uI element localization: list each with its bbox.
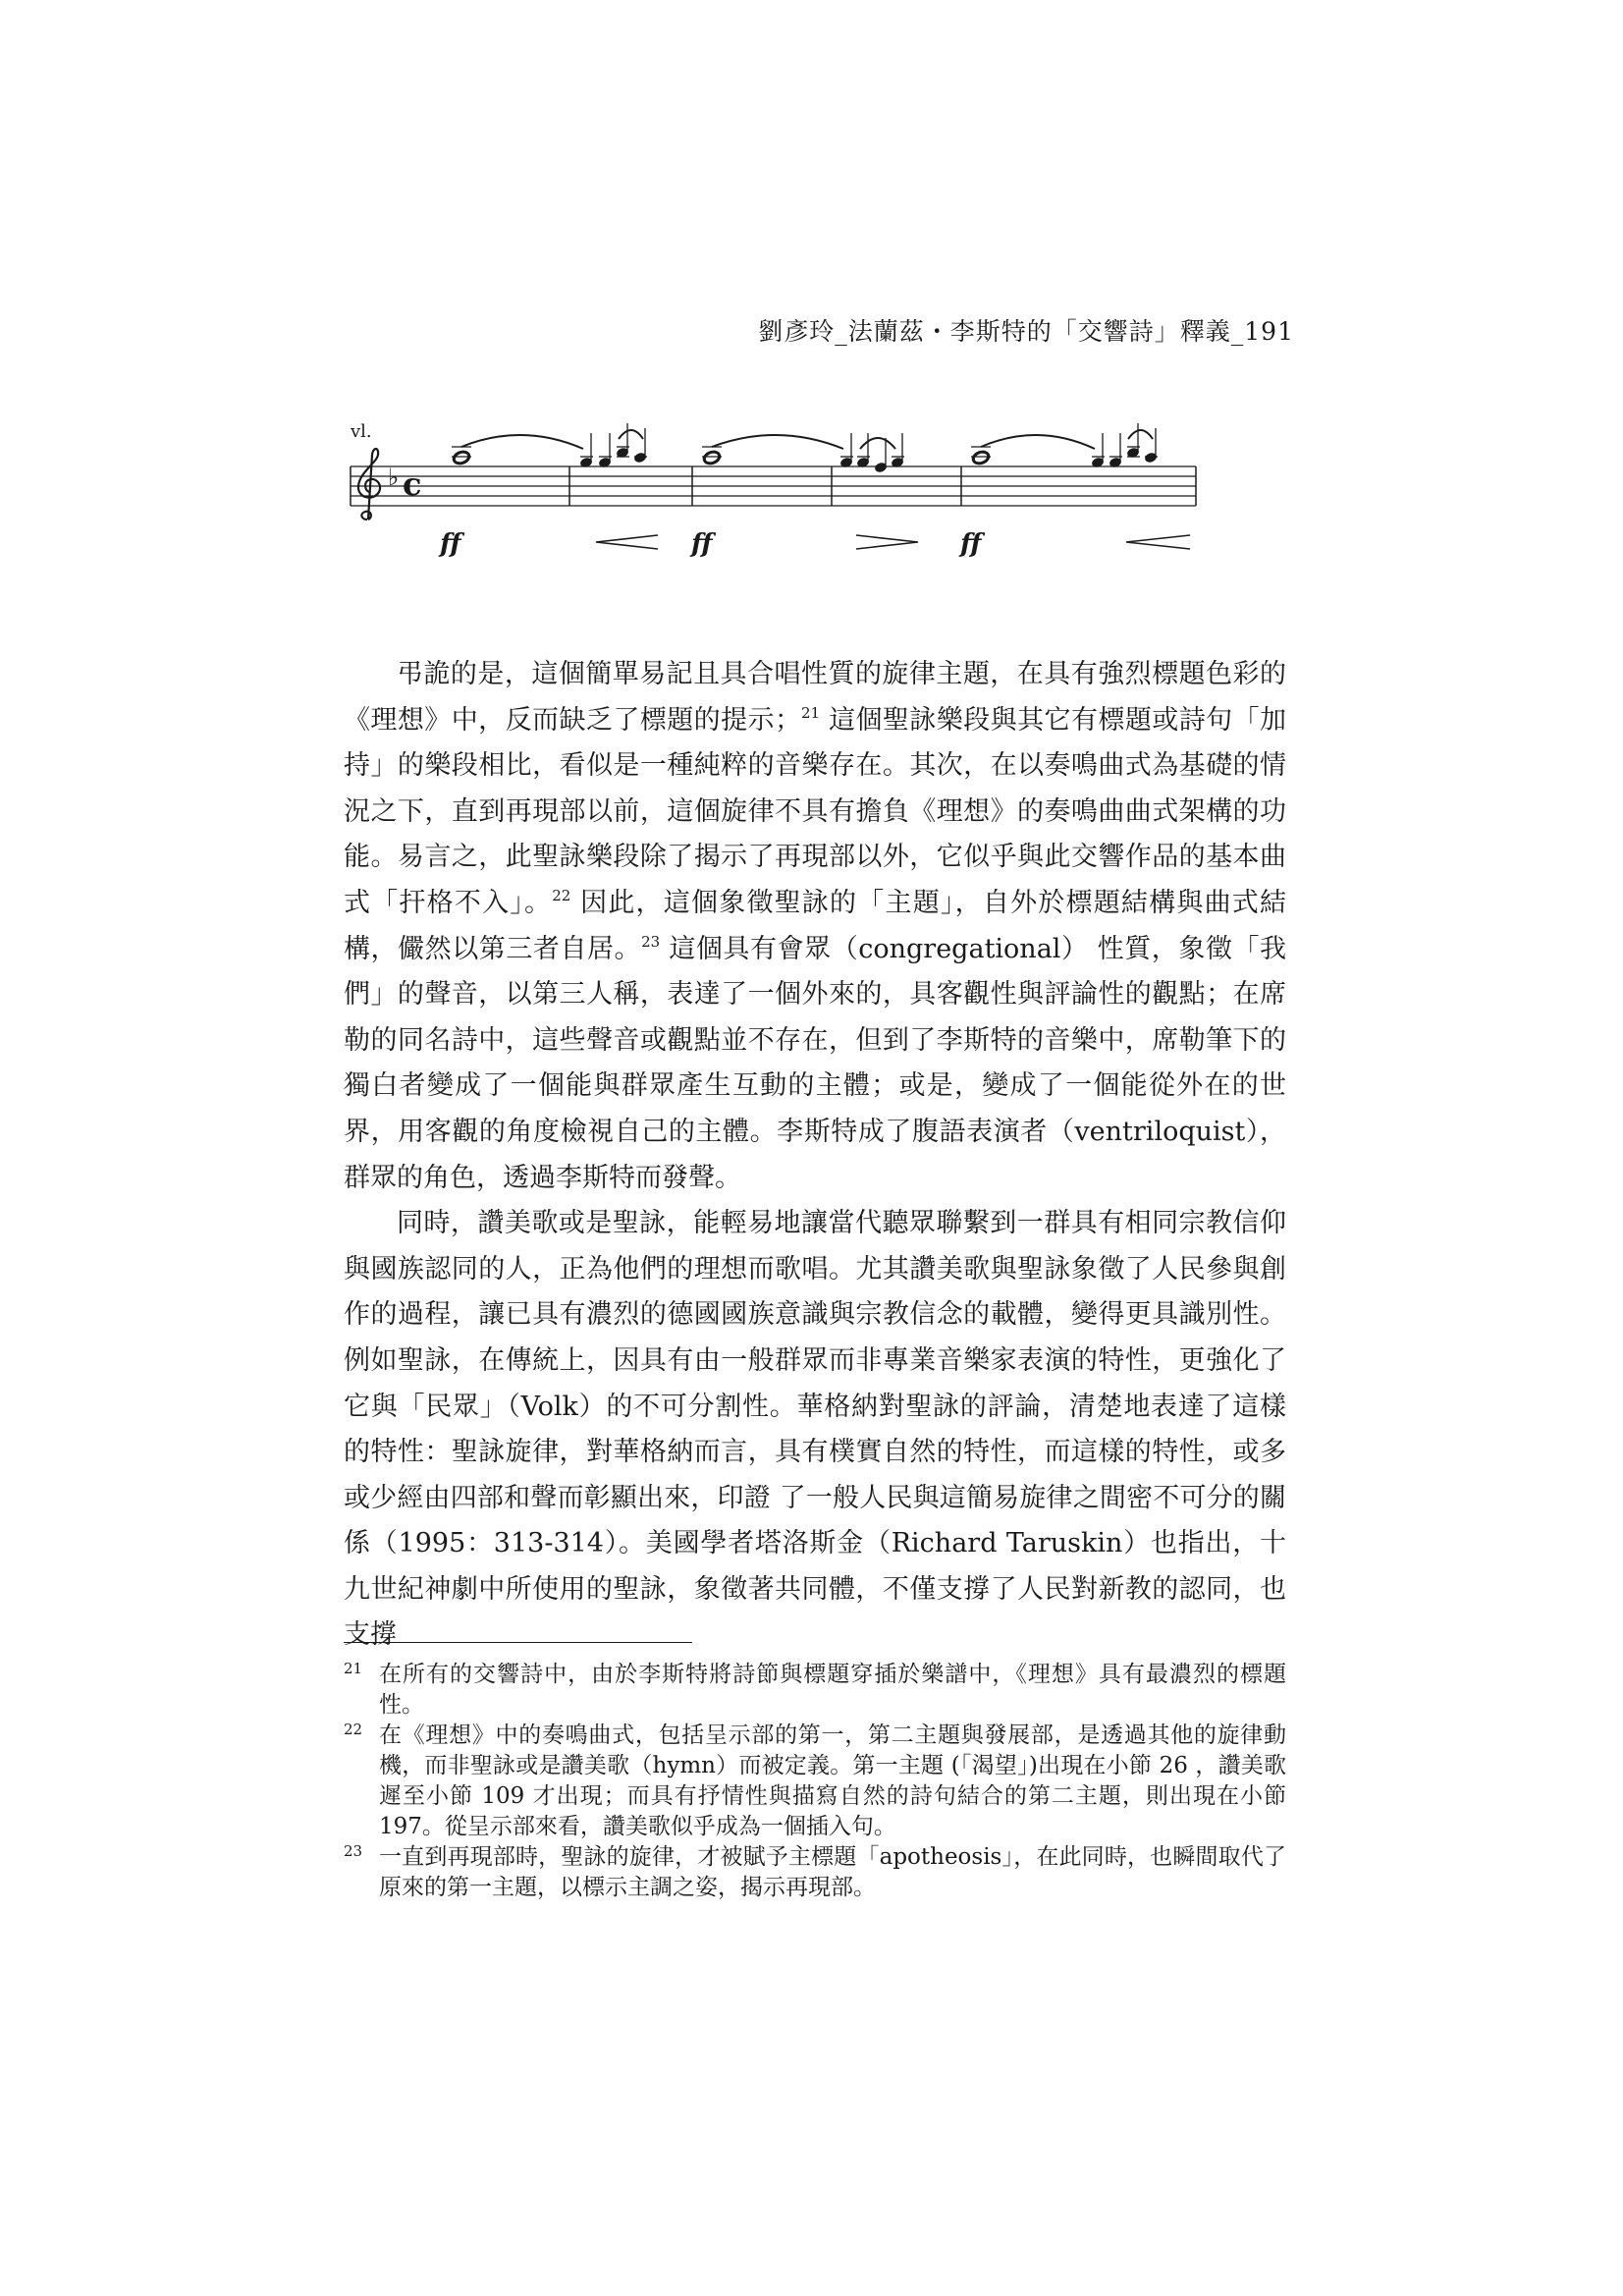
paragraph-text: 因此，這個象徵聖詠的「主題」，自外於標題結構與曲式結構，儼然以第三者自居。 [344,887,1287,964]
footnote-text: 在所有的交響詩中，由於李斯特將詩節與標題穿插於樂譜中，《理想》具有最濃烈的標題性。 [379,1662,1286,1718]
paragraph-text: 弔詭的是，這個簡單易記且具合唱性質的旋律主題，在具有強烈標題色彩的《理想》中，反而缺乏了標題的提示； [344,659,1286,736]
fortissimo-marking-1: ff [440,529,461,559]
footnote-text: 一直到再現部時，聖詠的旋律，才被賦予主標題「apotheosis」，在此同時，也瞬間取代了原來的第一主題，以標示主調之姿，揭示再現部。 [379,1844,1286,1900]
body-paragraph [344,1201,1286,1659]
common-time-icon: c [403,465,422,503]
footnote-number [344,1660,379,1721]
treble-clef-icon [358,449,380,519]
footnote [344,1721,1286,1842]
music-score-excerpt [346,417,1210,574]
hairpins [596,535,1190,549]
crescendo-hairpin [1126,535,1190,549]
running-header: 劉彥玲_法蘭茲・李斯特的「交響詩」釋義_191 [758,317,1294,346]
footnote-reference[interactable]: 21 [800,703,821,722]
paragraph-text: 同時，讚美歌或是聖詠，能輕易地讓當代聽眾聯繫到一群具有相同宗教信仰與國族認同的人，正為他們的理想而歌唱。尤其讚美歌與聖詠象徵了人民參與創作的過程，讓已具有濃烈的德國國族意識與宗教信念的載體，變得更具識別性。例如聖詠，在傳統上，因具有由一般群眾而非專業音樂家表演的特性，更強化了它與「民眾」（Volk）的不可分割性。華格納對聖詠的評論，清楚地表達了這樣的特性：聖詠旋律，對華格納而言，具有樸實自然的特性，而這樣的特性，或多或少經由四部和聲而彰顯出來，印證 了一般人民與這簡易旋律之間密不可分的關係（1995：313-314）。美國學者塔洛斯金（Richard Taruskin）也指出，十九世紀神劇中所使用的聖詠，象徵著共同體，不僅支撐了人民對新教的認同，也支撐 [344,1208,1286,1651]
body-text [344,652,1286,1659]
flat-key-signature-icon: ♭ [388,464,400,491]
crescendo-hairpin [596,535,658,549]
slurs [461,430,1153,449]
footnote-separator [344,1642,692,1643]
footnote-number-label: 22 [344,1721,363,1738]
footnote-reference[interactable]: 23 [641,932,661,951]
staff-lines [351,466,1196,506]
fortissimo-marking-2: ff [691,529,713,559]
decrescendo-hairpin [856,535,918,549]
footnote [344,1660,1286,1721]
notes [452,423,1158,473]
footnote-reference[interactable]: 22 [552,886,571,904]
footnote-number [344,1721,379,1842]
instrument-label: vl. [351,421,372,442]
body-paragraph [344,652,1286,1201]
footnote [344,1842,1286,1903]
footnotes [344,1660,1286,1903]
footnote-text: 在《理想》中的奏鳴曲式，包括呈示部的第一，第二主題與發展部，是透過其他的旋律動機，而非聖詠或是讚美歌（hymn）而被定義。第一主題 (「渴望」)出現在小節 26 ，讚美歌遲至小節 109 才出現；而具有抒情性與描寫自然的詩句結合的第二主題，則出現在小節 197。從呈示部來看，讚美歌似乎成為一個插入句。 [379,1722,1286,1839]
footnote-number [344,1842,379,1903]
paragraph-text: 這個具有會眾（congregational） 性質，象徵「我們」的聲音，以第三人稱，表達了一個外來的，具客觀性與評論性的觀點；在席勒的同名詩中，這些聲音或觀點並不存在，但到了李斯特的音樂中，席勒筆下的獨白者變成了一個能與群眾產生互動的主體；或是，變成了一個能從外在的世界，用客觀的角度檢視自己的主體。李斯特成了腹語表演者（ventriloquist），群眾的角色，透過李斯特而發聲。 [344,933,1287,1193]
footnote-number-label: 23 [344,1842,363,1860]
fortissimo-marking-3: ff [960,529,982,559]
paragraph-text: 這個聖詠樂段與其它有標題或詩句「加持」的樂段相比，看似是一種純粹的音樂存在。其次，在以奏鳴曲式為基礎的情況之下，直到再現部以前，這個旋律不具有擔負《理想》的奏鳴曲曲式架構的功能。易言之，此聖詠樂段除了揭示了再現部以外，它似乎與此交響作品的基本曲式「扞格不入」。 [344,704,1287,918]
footnote-number-label: 21 [344,1660,363,1677]
